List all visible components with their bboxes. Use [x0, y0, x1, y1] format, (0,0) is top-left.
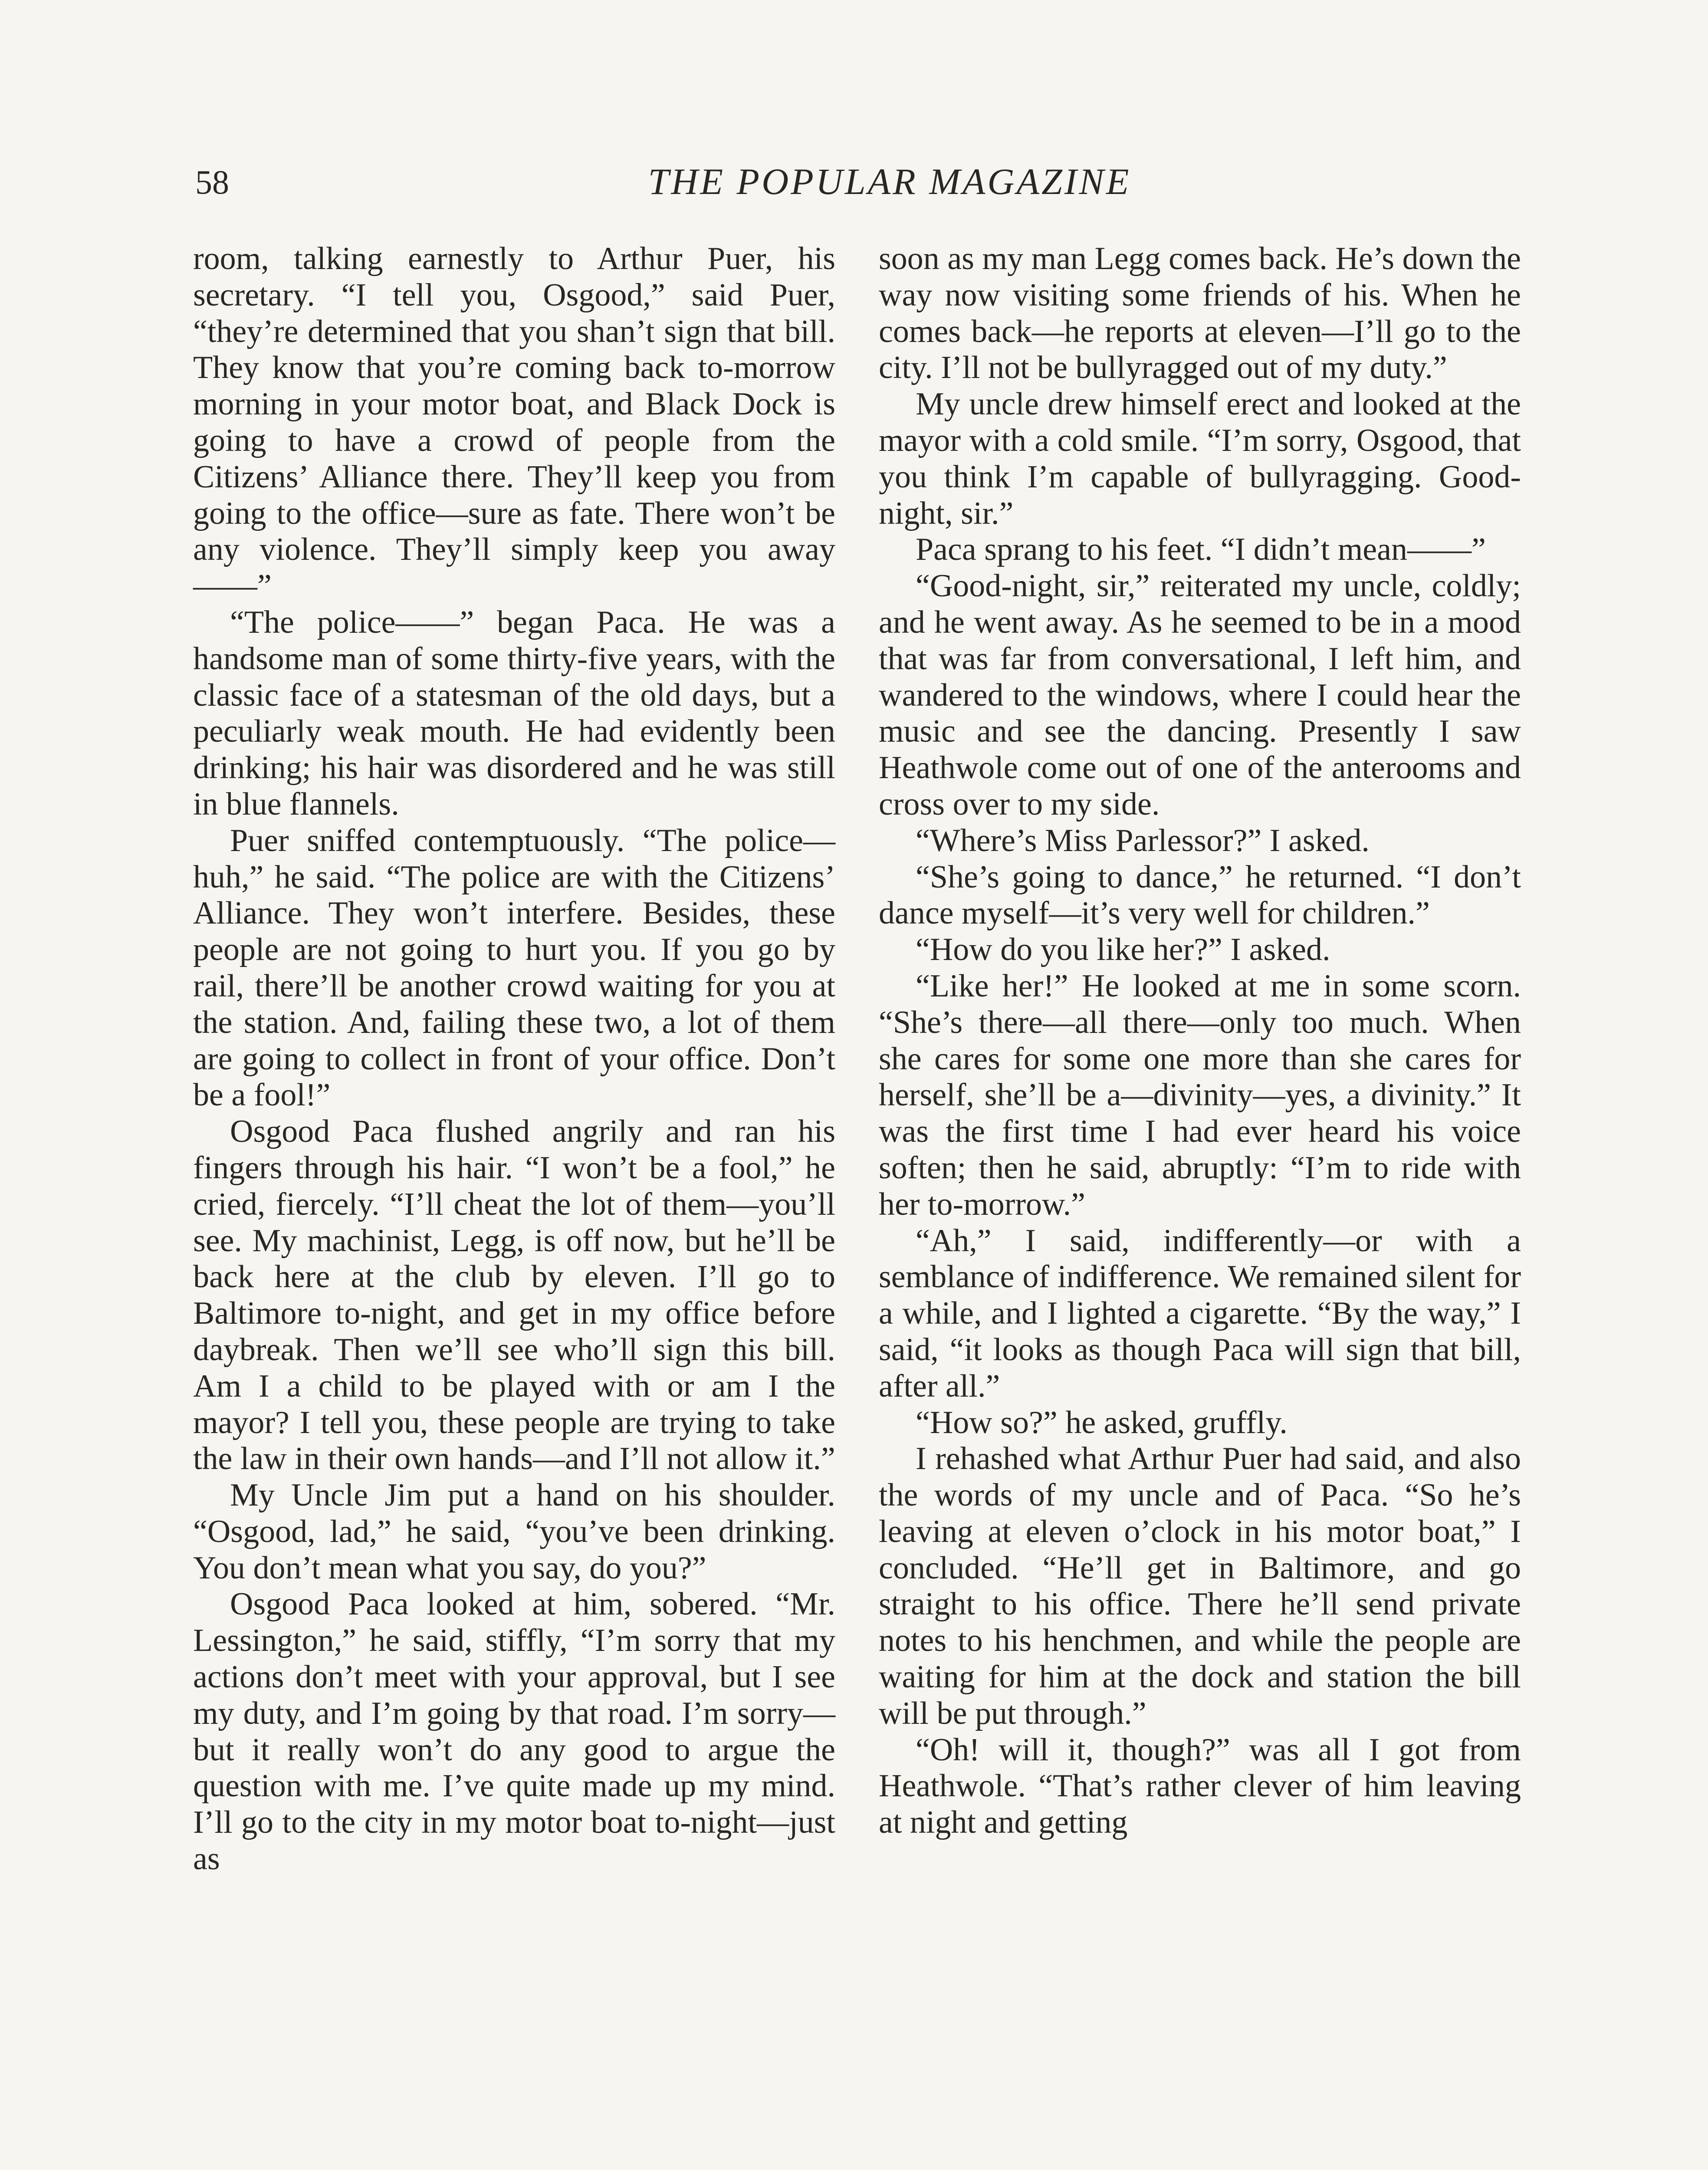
paragraph: I rehashed what Arthur Puer had said, and also the words of my uncle and of Paca. “So he’s leaving at eleven o’clock in his motor boat,” I concluded. “He’ll get in Baltimore, and go straight to his office. There he’ll send private notes to his henchmen, and while the people are waiting for him at the dock and station the bill will be put through.”	[879, 1441, 1521, 1731]
paragraph: “How do you like her?” I asked.	[916, 932, 1330, 968]
paragraph: Paca sprang to his feet. “I didn’t mean——”	[916, 532, 1486, 568]
paragraph: My uncle drew himself erect and looked at the mayor with a cold smile. “I’m sorry, Osgood, that you think I’m capable of bullyragging. Good-night, sir.”	[879, 386, 1521, 531]
paragraph: “She’s going to dance,” he returned. “I don’t dance myself—it’s very well for children.”	[879, 859, 1521, 931]
paragraph: Osgood Paca flushed angrily and ran his fingers through his hair. “I won’t be a fool,” he cried, fiercely. “I’ll cheat the lot of them—you’ll see. My machinist, Legg, is off now, but he’ll be back here at the club by eleven. I’ll go to Baltimore to-night, and get in my office before daybreak. Then we’ll see who’ll sign this bill. Am I a child to be played with or am I the mayor? I tell you, these people are trying to take the law in their own hands—and I’ll not allow it.”	[193, 1114, 835, 1477]
paragraph: “Where’s Miss Parlessor?” I asked.	[916, 822, 1370, 858]
paragraph: “Oh! will it, though?” was all I got from Heathwole. “That’s rather clever of him leaving at night and getting	[879, 1732, 1521, 1841]
paragraph: “Like her!” He looked at me in some scorn. “She’s there—all there—only too much. When she cares for some one more than she cares for herself, she’ll be a—divinity—yes, a divinity.” It was the first time I had ever heard his voice soften; then he said, abruptly: “I’m to ride with her to-morrow.”	[879, 968, 1521, 1222]
paragraph: soon as my man Legg comes back. He’s down the way now visiting some friends of his. When he comes back—he reports at eleven—I’ll go to the city. I’ll not be bullyragged out of my duty.”	[879, 241, 1521, 386]
paragraph: room, talking earnestly to Arthur Puer, his secretary. “I tell you, Osgood,” said Puer, “they’re determined that you shan’t sign that bill. They know that you’re coming back to-morrow morning in your motor boat, and Black Dock is going to have a crowd of people from the Citizens’ Alliance there. They’ll keep you from going to the office—sure as fate. There won’t be any violence. They’ll simply keep you away——”	[193, 241, 835, 604]
left-column	[193, 241, 835, 1877]
paragraph: My Uncle Jim put a hand on his shoulder. “Osgood, lad,” he said, “you’ve been drinking. You don’t mean what you say, do you?”	[193, 1477, 835, 1586]
paragraph: “Ah,” I said, indifferently—or with a semblance of indifference. We remained silent for a while, and I lighted a cigarette. “By the way,” I said, “it looks as though Paca will sign that bill, after all.”	[879, 1223, 1521, 1404]
paragraph: “Good-night, sir,” reiterated my uncle, coldly; and he went away. As he seemed to be in a mood that was far from conversational, I left him, and wandered to the windows, where I could hear the music and see the dancing. Presently I saw Heathwole come out of one of the anterooms and cross over to my side.	[879, 568, 1521, 822]
paragraph: Puer sniffed contemptuously. “The police—huh,” he said. “The police are with the Citizens’ Alliance. They won’t interfere. Besides, these people are not going to hurt you. If you go by rail, there’ll be another crowd waiting for you at the station. And, failing these two, a lot of them are going to collect in front of your office. Don’t be a fool!”	[193, 822, 835, 1113]
page-number: 58	[195, 163, 229, 201]
paragraph: Osgood Paca looked at him, sobered. “Mr. Lessington,” he said, stiffly, “I’m sorry that my actions don’t meet with your approval, but I see my duty, and I’m going by that road. I’m sorry—but it really won’t do any good to argue the question with me. I’ve quite made up my mind. I’ll go to the city in my motor boat to-night—just as	[193, 1586, 835, 1877]
right-column	[879, 241, 1521, 1841]
paragraph: “The police——” began Paca. He was a handsome man of some thirty-five years, with the classic face of a statesman of the old days, but a peculiarly weak mouth. He had evidently been drinking; his hair was disordered and he was still in blue flannels.	[193, 604, 835, 822]
paragraph: “How so?” he asked, gruffly.	[916, 1404, 1288, 1440]
running-title: THE POPULAR MAGAZINE	[648, 161, 1131, 202]
